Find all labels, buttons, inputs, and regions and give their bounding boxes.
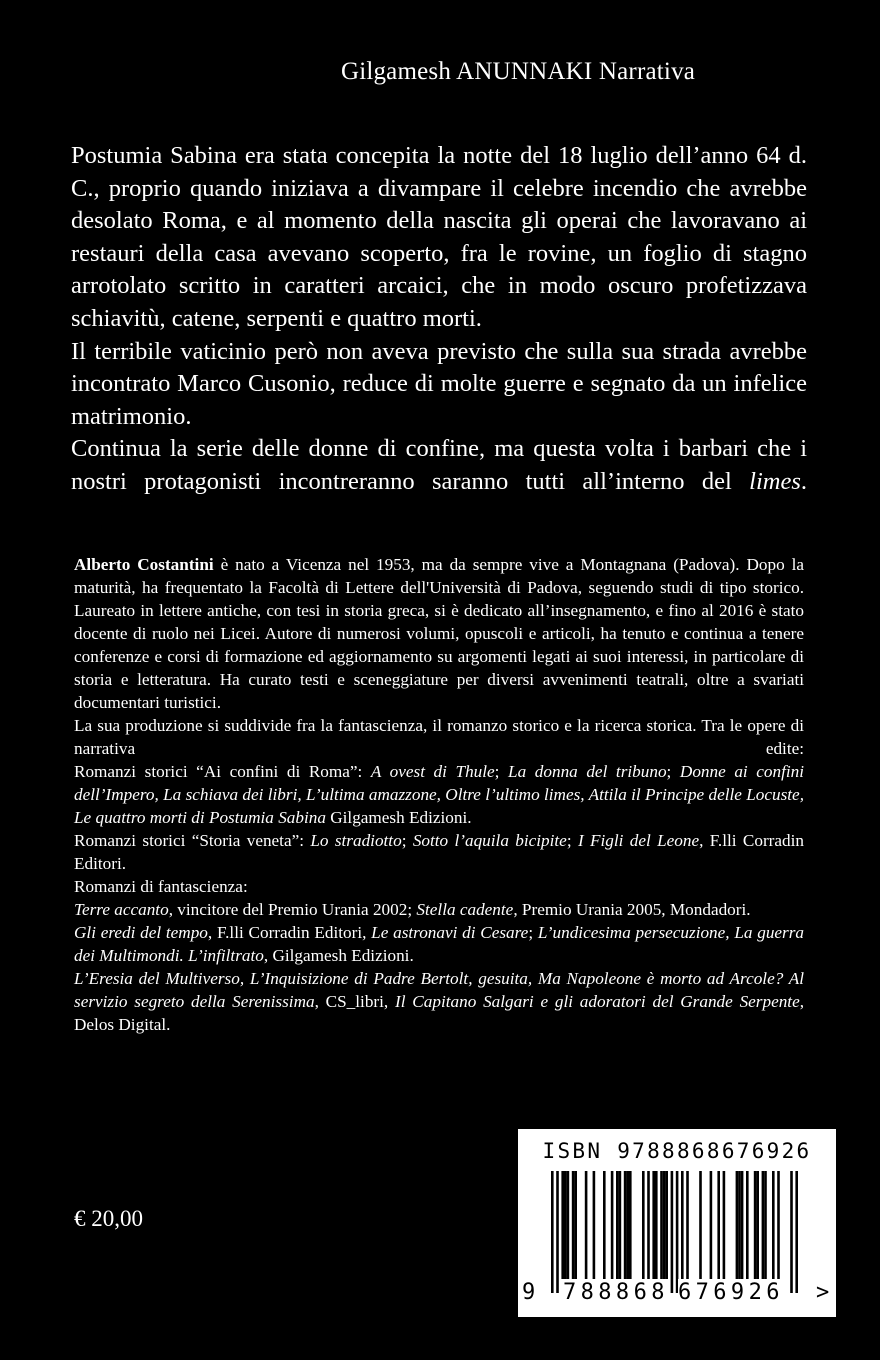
barcode-bar bbox=[686, 1171, 689, 1279]
isbn-label: ISBN 9788868676926 bbox=[542, 1139, 812, 1163]
author-bio-text: è nato a Vicenza nel 1953, ma da sempre vive a Montagnana (Padova). Dopo la maturità, ha frequentato la Facoltà di Lettere dell'Università di Padova, seguendo studi di tipo storico. Laureato in lettere antiche, con tesi in storia greca, si è dedicato all’insegnamento, e fino al 2016 è stato docente di ruolo nei Licei. Autore di numerosi volumi, opuscoli e articoli, ha tenuto e continua a tenere conferenze e corsi di formazione ed aggiornamento su argomenti legati ai suoi interessi, in particolare di storia e letteratura. Ha curato testi e sceneggiature per diversi avvenimenti teatrali, oltre a svariati documentari turistici. bbox=[74, 555, 804, 712]
barcode-bar bbox=[660, 1171, 663, 1279]
barcode-bar bbox=[642, 1171, 645, 1279]
barcode-bar bbox=[665, 1171, 668, 1279]
back-cover-blurb bbox=[71, 140, 807, 499]
barcode-bar bbox=[574, 1171, 577, 1279]
barcode-bar bbox=[652, 1171, 655, 1279]
author-name: Alberto Costantini bbox=[74, 555, 214, 574]
blurb-paragraph: Il terribile vaticinio però non aveva previsto che sulla sua strada avrebbe incontrato Marco Cusonio, reduce di molte guerre e segnato da un infelice matrimonio. bbox=[71, 337, 807, 430]
barcode-bar bbox=[567, 1171, 570, 1279]
barcode-bar bbox=[624, 1171, 627, 1279]
barcode-bar bbox=[603, 1171, 606, 1279]
barcode-bar bbox=[736, 1171, 739, 1279]
barcode-bar bbox=[764, 1171, 767, 1279]
barcode-bar bbox=[746, 1171, 749, 1279]
barcode-bar bbox=[754, 1171, 757, 1279]
barcode-bar bbox=[561, 1171, 564, 1279]
author-production: La sua produzione si suddivide fra la fantascienza, il romanzo storico e la ricerca storica. Tra le opere di narrativa edite: bbox=[74, 716, 804, 758]
blurb-paragraph: Postumia Sabina era stata concepita la notte del 18 luglio dell’anno 64 d. C., proprio quando iniziava a divampare il celebre incendio che avrebbe desolato Roma, e al momento della nascita gli operai che lavoravano ai restauri della casa avevano scoperto, fra le rovine, un foglio di stagno arrotolato scritto in caratteri arcaici, che in modo oscuro profetizzava schiavitù, catene, serpenti e quattro morti. bbox=[71, 142, 807, 332]
work-title: Lo stradiotto bbox=[310, 831, 402, 850]
price-label: € 20,00 bbox=[74, 1206, 143, 1231]
isbn-barcode bbox=[518, 1129, 836, 1317]
barcode-digits-left: 788868 bbox=[563, 1280, 669, 1305]
barcode-digit-end: > bbox=[816, 1280, 830, 1305]
barcode-bar bbox=[663, 1171, 666, 1279]
barcode-digits-right: 676926 bbox=[678, 1280, 784, 1305]
barcode-bar bbox=[676, 1171, 679, 1293]
barcode-bar bbox=[647, 1171, 650, 1279]
author-bio-paragraph bbox=[74, 553, 804, 714]
works-scifi: Gli eredi del tempo, F.lli Corradin Editori, Le astronavi di Cesare; L’undicesima persecuzione, La guerra dei Multimondi. L’infiltrato, Gilgamesh Edizioni. bbox=[74, 923, 805, 965]
barcode-bar bbox=[626, 1171, 629, 1279]
work-title: Gli eredi del tempo bbox=[74, 923, 208, 942]
barcode-bar bbox=[795, 1171, 798, 1293]
blurb-paragraph bbox=[71, 433, 807, 498]
barcode-bar bbox=[772, 1171, 775, 1279]
work-title: Donne ai confini dell’Impero, La schiava dei libri, L’ultima amazzone, Oltre l’ultimo limes, Attila il Principe delle Locuste, Le quattro morti di Postumia Sabina bbox=[74, 762, 805, 827]
barcode-bar bbox=[790, 1171, 793, 1293]
series-line: Gilgamesh ANUNNAKI Narrativa bbox=[340, 58, 696, 85]
work-title: Le astronavi di Cesare bbox=[371, 923, 529, 942]
barcode-bar bbox=[551, 1171, 554, 1293]
work-title: Il Capitano Salgari e gli adoratori del Grande Serpente bbox=[395, 992, 800, 1011]
barcode-bar bbox=[717, 1171, 720, 1279]
barcode-bar bbox=[572, 1171, 575, 1279]
author-bio bbox=[74, 553, 804, 1036]
barcode-bar bbox=[723, 1171, 726, 1279]
barcode-bar bbox=[699, 1171, 702, 1279]
work-title: La donna del tribuno bbox=[508, 762, 667, 781]
barcode-digit-first: 9 bbox=[522, 1280, 536, 1305]
barcode-bar bbox=[564, 1171, 567, 1279]
barcode-bar bbox=[671, 1171, 674, 1293]
works-scifi: Terre accanto, vincitore del Premio Urania 2002; Stella cadente, Premio Urania 2005, Mondadori. bbox=[74, 900, 751, 919]
works-roma: Romanzi storici “Ai confini di Roma”: A ovest di Thule; La donna del tribuno; Donne ai confini dell’Impero, La schiava dei libri, L’ultima amazzone, Oltre l’ultimo limes, Attila il Principe delle Locuste, Le quattro morti di Postumia Sabina Gilgamesh Edizioni. bbox=[74, 762, 805, 827]
barcode-bar bbox=[756, 1171, 759, 1279]
barcode-bar bbox=[619, 1171, 622, 1279]
work-title: Sotto l’aquila bicipite bbox=[412, 831, 567, 850]
blurb-period: . bbox=[800, 467, 807, 495]
barcode-bar bbox=[681, 1171, 684, 1279]
barcode-bar bbox=[710, 1171, 713, 1279]
barcode-bar bbox=[629, 1171, 632, 1279]
work-title: L’Eresia del Multiverso, L’Inquisizione di Padre Bertolt, gesuita, Ma Napoleone è morto ad Arcole? Al servizio segreto della Serenissima bbox=[74, 969, 804, 1011]
work-title: I Figli del Leone bbox=[577, 831, 700, 850]
barcode-bar bbox=[762, 1171, 765, 1279]
work-title: Stella cadente bbox=[416, 900, 514, 919]
barcode-bar bbox=[616, 1171, 619, 1279]
barcode-bar bbox=[556, 1171, 559, 1293]
barcode-bar bbox=[777, 1171, 780, 1279]
barcode-bar bbox=[741, 1171, 744, 1279]
works-veneta: Romanzi storici “Storia veneta”: Lo stradiotto; Sotto l’aquila bicipite; I Figli del Leone, F.lli Corradin Editori. bbox=[74, 831, 804, 873]
barcode-bar bbox=[738, 1171, 741, 1279]
work-title: L’undicesima persecuzione, La guerra dei Multimondi. L’infiltrato bbox=[74, 923, 805, 965]
scifi-heading: Romanzi di fantascienza: bbox=[74, 877, 248, 896]
work-title: Terre accanto bbox=[74, 900, 169, 919]
work-title: A ovest di Thule bbox=[370, 762, 495, 781]
barcode-bar bbox=[655, 1171, 658, 1279]
blurb-text: Continua la serie delle donne di confine, ma questa volta i barbari che i nostri protagonisti incontreranno saranno tutti all’interno del bbox=[71, 435, 807, 495]
barcode-bar bbox=[611, 1171, 614, 1279]
barcode-bar bbox=[585, 1171, 588, 1279]
barcode-bar bbox=[593, 1171, 596, 1279]
works-scifi: L’Eresia del Multiverso, L’Inquisizione di Padre Bertolt, gesuita, Ma Napoleone è morto ad Arcole? Al servizio segreto della Serenissima, CS_libri, Il Capitano Salgari e gli adoratori del Grande Serpente, Delos Digital. bbox=[74, 969, 804, 1034]
blurb-italic-word: limes bbox=[749, 467, 801, 495]
